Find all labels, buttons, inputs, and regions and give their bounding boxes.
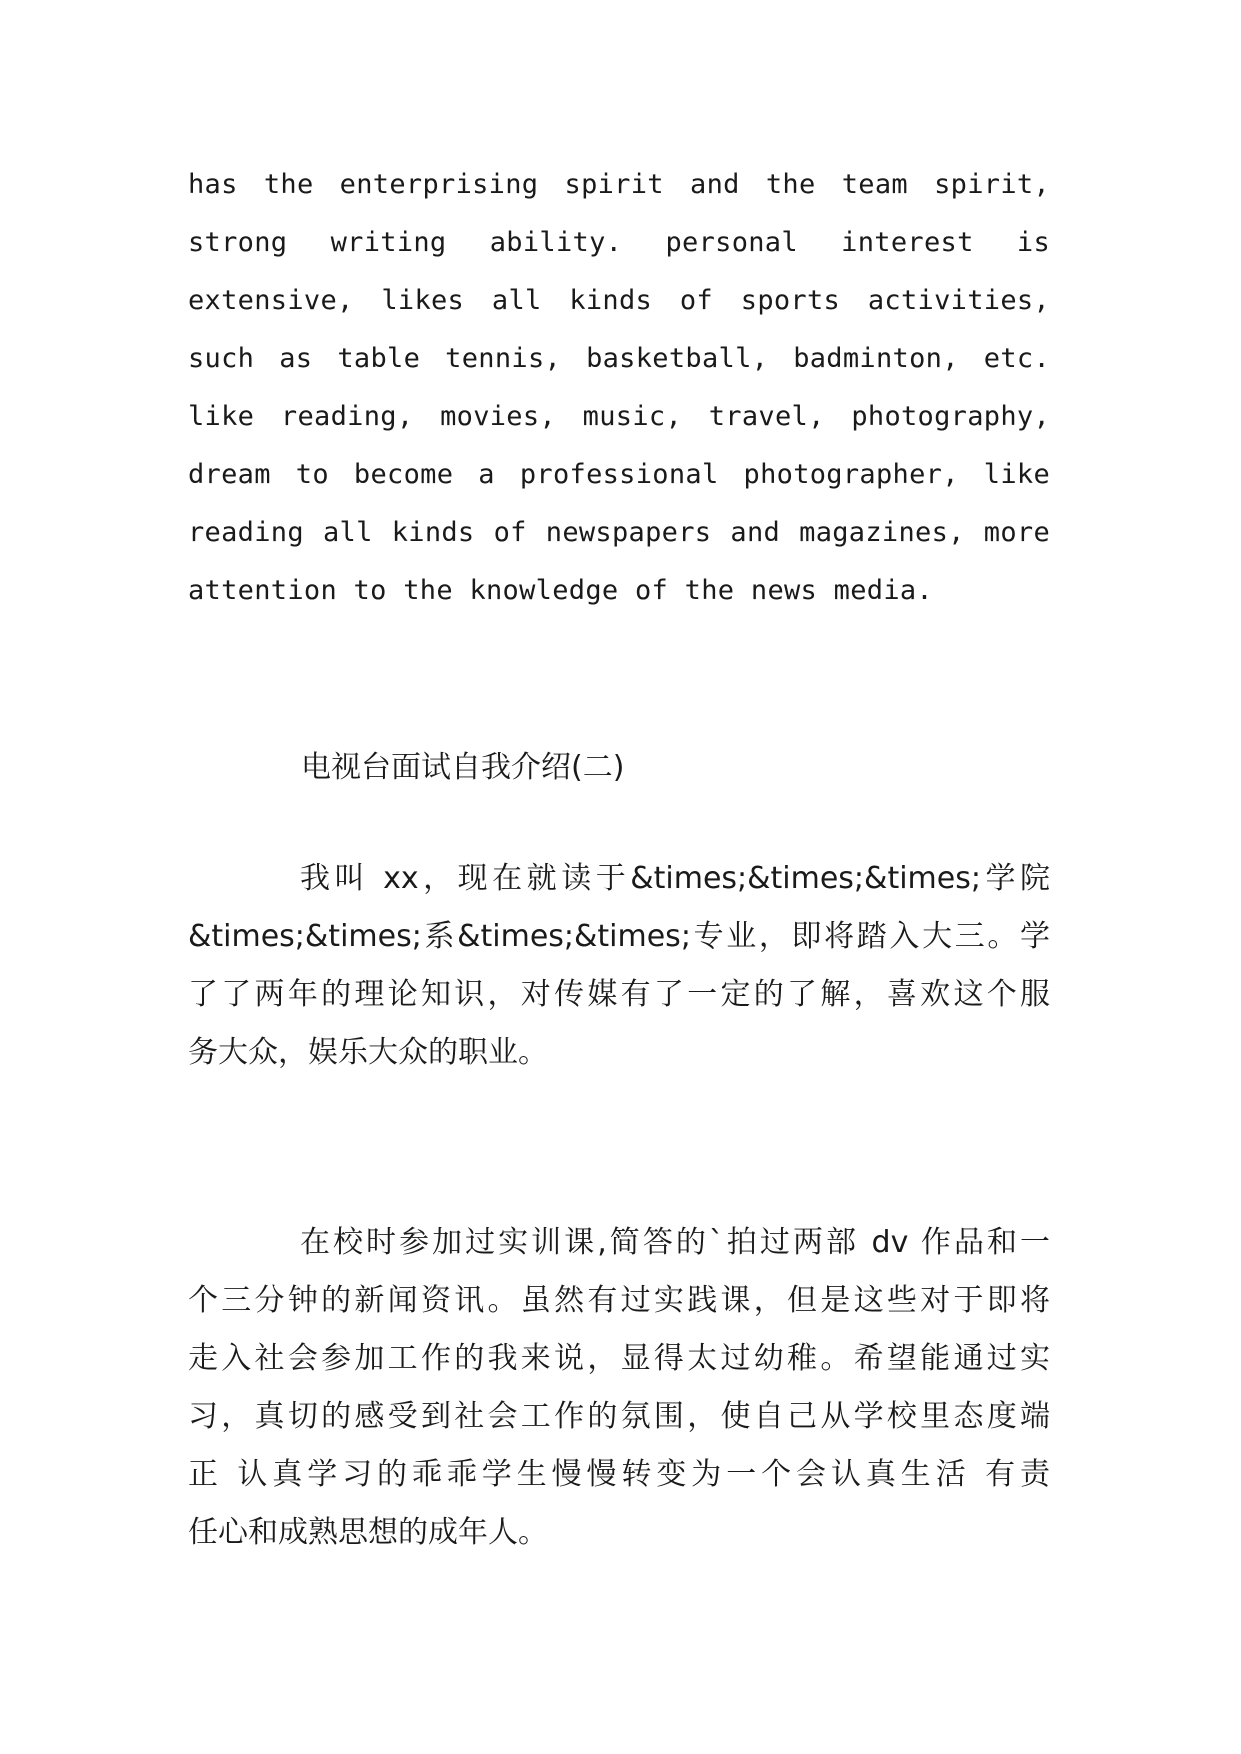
practice-line: 在校时参加过实训课,简答的`拍过两部 dv 作品和一	[300, 1225, 1050, 1260]
intro-line: 务大众，娱乐大众的职业。	[188, 1035, 548, 1070]
english-line: such as table tennis, basketball, badminton, etc.	[188, 343, 1050, 374]
intro-line: 我叫 xx，现在就读于&times;&times;&times;学院	[300, 861, 1050, 896]
practice-line: 习，真切的感受到社会工作的氛围，使自己从学校里态度端	[188, 1399, 1050, 1434]
english-line: extensive, likes all kinds of sports activities,	[188, 285, 1050, 316]
english-line: strong writing ability. personal interest is	[188, 227, 1050, 258]
english-line: like reading, movies, music, travel, photography,	[188, 401, 1050, 432]
practice-paragraph	[188, 1214, 1050, 1562]
practice-line: 任心和成熟思想的成年人。	[188, 1515, 548, 1550]
section-heading: 电视台面试自我介绍(二)	[301, 750, 625, 785]
practice-line: 个三分钟的新闻资讯。虽然有过实践课，但是这些对于即将	[188, 1283, 1050, 1318]
english-line: has the enterprising spirit and the team spirit,	[188, 169, 1050, 200]
practice-line: 正 认真学习的乖乖学生慢慢转变为一个会认真生活 有责	[188, 1457, 1050, 1492]
english-line: dream to become a professional photographer, like	[188, 459, 1050, 490]
english-line: attention to the knowledge of the news media.	[188, 575, 933, 606]
english-line: reading all kinds of newspapers and magazines, more	[188, 517, 1050, 548]
intro-line: &times;&times;系&times;&times;专业，即将踏入大三。学	[188, 919, 1050, 954]
intro-line: 了了两年的理论知识，对传媒有了一定的了解，喜欢这个服	[188, 977, 1050, 1012]
intro-paragraph	[188, 850, 1050, 1082]
practice-line: 走入社会参加工作的我来说，显得太过幼稚。希望能通过实	[188, 1341, 1050, 1376]
